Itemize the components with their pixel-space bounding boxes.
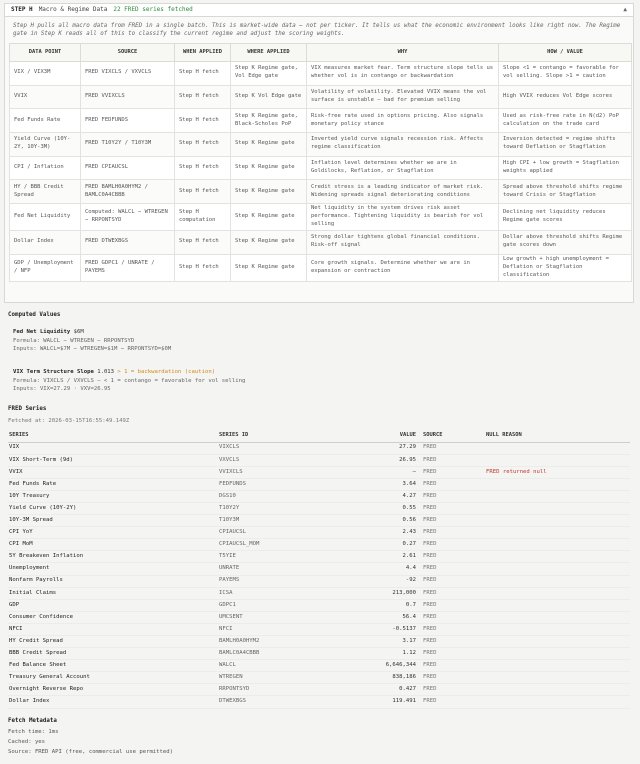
table-row xyxy=(10,62,632,86)
fetched-at: Fetched at: 2026-03-15T16:55:49.149Z xyxy=(8,418,130,424)
series-id-cell: WALCL xyxy=(218,660,364,672)
series-value-cell: 3.17 xyxy=(364,636,422,648)
table-row xyxy=(8,539,630,551)
table-row xyxy=(10,204,632,231)
how-value-cell: High VVIX reduces Vol Edge scores xyxy=(499,85,632,109)
series-id-cell: VVIXCLS xyxy=(218,466,364,478)
series-value-cell: 213,000 xyxy=(364,587,422,599)
col-how-value: HOW / VALUE xyxy=(499,44,632,62)
table-row xyxy=(10,156,632,180)
data-point-table xyxy=(9,43,632,282)
table-row xyxy=(8,648,630,660)
null-reason-cell xyxy=(485,599,630,611)
series-value-cell: 2.43 xyxy=(364,527,422,539)
series-source-cell: FRED xyxy=(422,527,485,539)
series-source-cell: FRED xyxy=(422,478,485,490)
series-name-cell: Consumer Confidence xyxy=(8,611,218,623)
table-row xyxy=(8,442,630,454)
series-value-cell: 0.56 xyxy=(364,515,422,527)
series-name-cell: Treasury General Account xyxy=(8,672,218,684)
series-id-cell: ICSA xyxy=(218,587,364,599)
col-value: VALUE xyxy=(364,430,422,442)
null-reason-cell xyxy=(485,672,630,684)
table-row xyxy=(10,180,632,204)
series-source-cell: FRED xyxy=(422,599,485,611)
null-reason-cell xyxy=(485,478,630,490)
when-applied-cell: Step H fetch xyxy=(175,62,231,86)
col-series-id: SERIES ID xyxy=(218,430,364,442)
why-cell: Volatility of volatility. Elevated VVIX means the vol surface is unstable — bad for premium selling xyxy=(307,85,499,109)
when-applied-cell: Step H fetch xyxy=(175,85,231,109)
when-applied-cell: Step H fetch xyxy=(175,180,231,204)
series-source-cell: FRED xyxy=(422,442,485,454)
series-name-cell: CPI YoY xyxy=(8,527,218,539)
data-point-cell: Yield Curve (10Y-2Y, 10Y-3M) xyxy=(10,133,81,157)
series-source-cell: FRED xyxy=(422,623,485,635)
series-source-cell: FRED xyxy=(422,611,485,623)
how-value-cell: Inversion detected = regime shifts toward Deflation or Stagflation xyxy=(499,133,632,157)
table-row xyxy=(8,515,630,527)
series-source-cell: FRED xyxy=(422,696,485,708)
how-value-cell: Used as risk-free rate in N(d2) PoP calculation on the trade card xyxy=(499,109,632,133)
vix-slope-value: 1.013 xyxy=(97,369,115,375)
fred-series-title: FRED Series xyxy=(8,406,47,412)
null-reason-cell xyxy=(485,502,630,514)
table-row xyxy=(10,231,632,255)
series-value-cell: 838,186 xyxy=(364,672,422,684)
series-name-cell: 10Y Treasury xyxy=(8,490,218,502)
series-source-cell: FRED xyxy=(422,563,485,575)
how-value-cell: Dollar above threshold shifts Regime gate scores down xyxy=(499,231,632,255)
cached-flag: Cached: yes xyxy=(8,739,46,745)
data-point-cell: CPI / Inflation xyxy=(10,156,81,180)
fetch-metadata-title: Fetch Metadata xyxy=(8,718,57,724)
table-row xyxy=(8,599,630,611)
why-cell: Inverted yield curve signals recession risk. Affects regime classification xyxy=(307,133,499,157)
col-data-point: DATA POINT xyxy=(10,44,81,62)
null-reason-cell xyxy=(485,515,630,527)
series-name-cell: VIX Short-Term (9d) xyxy=(8,454,218,466)
series-source-cell: FRED xyxy=(422,551,485,563)
table-row xyxy=(8,660,630,672)
vix-slope-name: VIX Term Structure Slope xyxy=(13,369,94,375)
series-id-cell: T10Y3M xyxy=(218,515,364,527)
series-value-cell: 2.61 xyxy=(364,551,422,563)
series-id-cell: CPIAUCSL xyxy=(218,527,364,539)
section-header[interactable] xyxy=(4,3,634,17)
series-name-cell: 10Y-3M Spread xyxy=(8,515,218,527)
source-cell: FRED FEDFUNDS xyxy=(81,109,175,133)
series-name-cell: GDP xyxy=(8,599,218,611)
series-value-cell: 6,646,344 xyxy=(364,660,422,672)
null-reason-cell xyxy=(485,648,630,660)
vix-slope-formula: Formula: VIXCLS / VXVCLS — < 1 = contango = favorable for vol selling xyxy=(13,378,246,385)
table-row xyxy=(10,109,632,133)
series-name-cell: Nonfarm Payrolls xyxy=(8,575,218,587)
series-id-cell: UNRATE xyxy=(218,563,364,575)
series-id-cell: UMCSENT xyxy=(218,611,364,623)
data-point-cell: Fed Net Liquidity xyxy=(10,204,81,231)
series-value-cell: -92 xyxy=(364,575,422,587)
intro-text: Step H pulls all macro data from FRED in a single batch. This is market-wide data — not per ticker. It tells us what the economic environment looks like right now. The Regime gate in Step K reads all of this to classify the current regime and adjust the scoring weights. xyxy=(13,23,621,38)
series-name-cell: 5Y Breakeven Inflation xyxy=(8,551,218,563)
null-reason-cell xyxy=(485,551,630,563)
series-value-cell: — xyxy=(364,466,422,478)
series-name-cell: VIX xyxy=(8,442,218,454)
data-source: Source: FRED API (free, commercial use permitted) xyxy=(8,749,174,755)
series-name-cell: Dollar Index xyxy=(8,696,218,708)
vix-slope-block xyxy=(13,369,245,393)
how-value-cell: Declining net liquidity reduces Regime gate scores xyxy=(499,204,632,231)
series-source-cell: FRED xyxy=(422,575,485,587)
series-value-cell: 0.27 xyxy=(364,539,422,551)
null-reason-cell xyxy=(485,454,630,466)
where-applied-cell: Step K Regime gate xyxy=(231,156,307,180)
series-value-cell: 4.27 xyxy=(364,490,422,502)
series-id-cell: DGS10 xyxy=(218,490,364,502)
table-row xyxy=(8,636,630,648)
null-reason-cell xyxy=(485,660,630,672)
series-id-cell: T10Y2Y xyxy=(218,502,364,514)
series-id-cell: VIXCLS xyxy=(218,442,364,454)
where-applied-cell: Step K Regime gate xyxy=(231,231,307,255)
net-liquidity-block xyxy=(13,329,171,353)
net-liquidity-name: Fed Net Liquidity xyxy=(13,329,71,335)
how-value-cell: Spread above threshold shifts regime toward Crisis or Stagflation xyxy=(499,180,632,204)
when-applied-cell: Step H fetch xyxy=(175,254,231,281)
series-source-cell: FRED xyxy=(422,648,485,660)
series-value-cell: 0.55 xyxy=(364,502,422,514)
series-name-cell: BBB Credit Spread xyxy=(8,648,218,660)
source-cell: FRED VIXCLS / VXVCLS xyxy=(81,62,175,86)
table-row xyxy=(8,587,630,599)
series-id-cell: CPIAUCSL_MOM xyxy=(218,539,364,551)
series-name-cell: Overnight Reverse Repo xyxy=(8,684,218,696)
vix-slope-status: > 1 = backwardation (caution) xyxy=(117,369,216,375)
series-id-cell: GDPC1 xyxy=(218,599,364,611)
col-source: SOURCE xyxy=(422,430,485,442)
collapse-caret-icon[interactable]: ▲ xyxy=(623,6,627,14)
series-id-cell: DTWEXBGS xyxy=(218,696,364,708)
explanation-panel xyxy=(4,17,634,303)
series-value-cell: 119.491 xyxy=(364,696,422,708)
series-id-cell: T5YIE xyxy=(218,551,364,563)
source-cell: FRED DTWEXBGS xyxy=(81,231,175,255)
series-source-cell: FRED xyxy=(422,539,485,551)
computed-values-title: Computed Values xyxy=(8,312,61,318)
series-id-cell: WTREGEN xyxy=(218,672,364,684)
series-value-cell: 1.12 xyxy=(364,648,422,660)
series-source-cell: FRED xyxy=(422,672,485,684)
table-row xyxy=(8,551,630,563)
series-name-cell: Initial Claims xyxy=(8,587,218,599)
table-row xyxy=(8,527,630,539)
series-name-cell: Fed Funds Rate xyxy=(8,478,218,490)
series-id-cell: RRPONTSYD xyxy=(218,684,364,696)
null-reason-cell xyxy=(485,696,630,708)
series-source-cell: FRED xyxy=(422,636,485,648)
step-label: STEP H xyxy=(11,6,33,14)
why-cell: Core growth signals. Determine whether we are in expansion or contraction xyxy=(307,254,499,281)
how-value-cell: Low growth + high unemployment = Deflation or Stagflation classification xyxy=(499,254,632,281)
series-name-cell: CPI MoM xyxy=(8,539,218,551)
series-value-cell: -0.5137 xyxy=(364,623,422,635)
how-value-cell: Slope <1 = contango = favorable for vol selling. Slope >1 = caution xyxy=(499,62,632,86)
table-row xyxy=(8,696,630,708)
series-id-cell: BAMLH0A0HYM2 xyxy=(218,636,364,648)
data-point-cell: VVIX xyxy=(10,85,81,109)
series-value-cell: 26.95 xyxy=(364,454,422,466)
series-value-cell: 0.7 xyxy=(364,599,422,611)
series-source-cell: FRED xyxy=(422,502,485,514)
series-id-cell: BAMLC0A4CBBB xyxy=(218,648,364,660)
series-value-cell: 56.4 xyxy=(364,611,422,623)
source-cell: FRED BAMLH0A0HYM2 / BAMLC0A4CBBB xyxy=(81,180,175,204)
series-source-cell: FRED xyxy=(422,684,485,696)
data-point-cell: GDP / Unemployment / NFP xyxy=(10,254,81,281)
where-applied-cell: Step K Regime gate xyxy=(231,254,307,281)
null-reason-cell xyxy=(485,587,630,599)
col-when-applied: WHEN APPLIED xyxy=(175,44,231,62)
col-series: SERIES xyxy=(8,430,218,442)
col-source: SOURCE xyxy=(81,44,175,62)
fetch-time: Fetch time: 1ms xyxy=(8,729,59,735)
data-point-cell: HY / BBB Credit Spread xyxy=(10,180,81,204)
net-liquidity-inputs: Inputs: WALCL=$7M − WTREGEN=$1M − RRPONTSYD=$0M xyxy=(13,345,172,352)
why-cell: Credit stress is a leading indicator of market risk. Widening spreads signal deteriorating conditions xyxy=(307,180,499,204)
where-applied-cell: Step K Regime gate, Vol Edge gate xyxy=(231,62,307,86)
null-reason-cell xyxy=(485,636,630,648)
null-reason-cell xyxy=(485,527,630,539)
table-row xyxy=(8,611,630,623)
col-null-reason: NULL REASON xyxy=(485,430,630,442)
when-applied-cell: Step H fetch xyxy=(175,156,231,180)
table-row xyxy=(8,563,630,575)
source-cell: FRED CPIAUCSL xyxy=(81,156,175,180)
table-row xyxy=(10,133,632,157)
data-point-cell: VIX / VIX3M xyxy=(10,62,81,86)
series-value-cell: 27.29 xyxy=(364,442,422,454)
null-reason-cell xyxy=(485,563,630,575)
why-cell: VIX measures market fear. Term structure slope tells us whether vol is in contango or backwardation xyxy=(307,62,499,86)
table-row xyxy=(8,466,630,478)
why-cell: Strong dollar tightens global financial conditions. Risk-off signal xyxy=(307,231,499,255)
null-reason-cell xyxy=(485,611,630,623)
how-value-cell: High CPI + low growth = Stagflation weights applied xyxy=(499,156,632,180)
section-title: Macro & Regime Data xyxy=(38,6,108,14)
table-row xyxy=(8,575,630,587)
where-applied-cell: Step K Regime gate xyxy=(231,180,307,204)
null-reason-cell xyxy=(485,684,630,696)
table-row xyxy=(8,684,630,696)
null-reason-cell xyxy=(485,575,630,587)
series-value-cell: 3.64 xyxy=(364,478,422,490)
null-reason-cell xyxy=(485,539,630,551)
source-cell: Computed: WALCL − WTREGEN − RRPONTSYD xyxy=(81,204,175,231)
why-cell: Net liquidity in the system drives risk asset performance. Tightening liquidity is bearish for vol selling xyxy=(307,204,499,231)
series-name-cell: Yield Curve (10Y-2Y) xyxy=(8,502,218,514)
series-source-cell: FRED xyxy=(422,454,485,466)
where-applied-cell: Step K Regime gate, Black-Scholes PoP xyxy=(231,109,307,133)
series-id-cell: NFCI xyxy=(218,623,364,635)
where-applied-cell: Step K Vol Edge gate xyxy=(231,85,307,109)
source-cell: FRED VVIXCLS xyxy=(81,85,175,109)
when-applied-cell: Step H fetch xyxy=(175,109,231,133)
table-row xyxy=(8,454,630,466)
table-row xyxy=(8,502,630,514)
when-applied-cell: Step H fetch xyxy=(175,133,231,157)
series-source-cell: FRED xyxy=(422,587,485,599)
data-point-cell: Dollar Index xyxy=(10,231,81,255)
series-id-cell: VXVCLS xyxy=(218,454,364,466)
fetched-count: 22 FRED series fetched xyxy=(113,6,193,14)
data-point-cell: Fed Funds Rate xyxy=(10,109,81,133)
table-row xyxy=(10,85,632,109)
where-applied-cell: Step K Regime gate xyxy=(231,204,307,231)
col-why: WHY xyxy=(307,44,499,62)
null-reason-cell xyxy=(485,442,630,454)
source-cell: FRED T10Y2Y / T10Y3M xyxy=(81,133,175,157)
series-name-cell: Fed Balance Sheet xyxy=(8,660,218,672)
series-source-cell: FRED xyxy=(422,466,485,478)
source-cell: FRED GDPC1 / UNRATE / PAYEMS xyxy=(81,254,175,281)
vix-slope-inputs: Inputs: VIX=27.29 · VXV=26.95 xyxy=(13,385,111,392)
when-applied-cell: Step H computation xyxy=(175,204,231,231)
net-liquidity-formula: Formula: WALCL − WTREGEN − RRPONTSYD xyxy=(13,338,135,345)
where-applied-cell: Step K Regime gate xyxy=(231,133,307,157)
null-reason-cell xyxy=(485,623,630,635)
net-liquidity-value: $6M xyxy=(73,329,84,335)
series-value-cell: 0.427 xyxy=(364,684,422,696)
series-value-cell: 4.4 xyxy=(364,563,422,575)
series-source-cell: FRED xyxy=(422,660,485,672)
why-cell: Inflation level determines whether we are in Goldilocks, Reflation, or Stagflation xyxy=(307,156,499,180)
table-row xyxy=(8,478,630,490)
table-row xyxy=(8,490,630,502)
null-reason-cell xyxy=(485,490,630,502)
series-source-cell: FRED xyxy=(422,490,485,502)
series-source-cell: FRED xyxy=(422,515,485,527)
table-row xyxy=(8,672,630,684)
null-reason-cell: FRED returned null xyxy=(485,466,630,478)
col-where-applied: WHERE APPLIED xyxy=(231,44,307,62)
series-id-cell: PAYEMS xyxy=(218,575,364,587)
series-name-cell: VVIX xyxy=(8,466,218,478)
when-applied-cell: Step H fetch xyxy=(175,231,231,255)
why-cell: Risk-free rate used in options pricing. Also signals monetary policy stance xyxy=(307,109,499,133)
series-name-cell: HY Credit Spread xyxy=(8,636,218,648)
series-name-cell: Unemployment xyxy=(8,563,218,575)
series-id-cell: FEDFUNDS xyxy=(218,478,364,490)
series-name-cell: NFCI xyxy=(8,623,218,635)
table-row xyxy=(10,254,632,281)
table-row xyxy=(8,623,630,635)
fred-series-table xyxy=(8,430,630,709)
